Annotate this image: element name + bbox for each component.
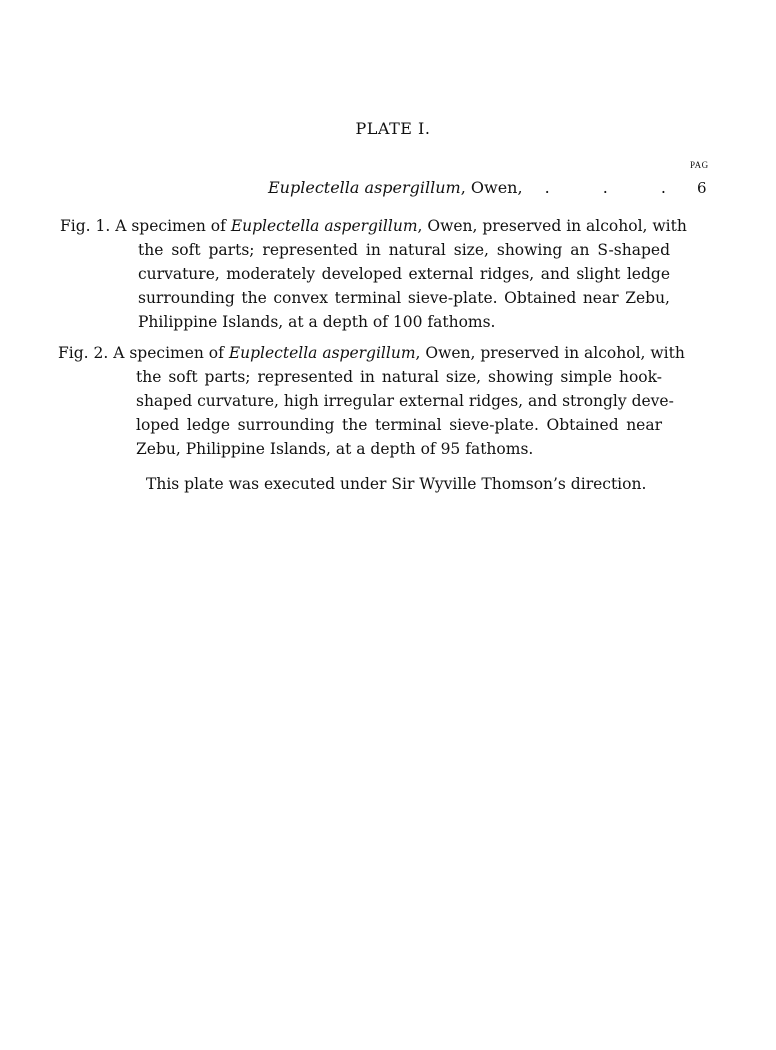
figure-2-caption — [58, 341, 685, 461]
caption-line: the soft parts; represented in natural size, showing simple hook- — [136, 368, 662, 386]
caption-line: the soft parts; represented in natural size, showing an S-shaped — [138, 241, 670, 259]
caption-line: Fig. 1. A specimen of Euplectella aspergillum, Owen, preserved in alcohol, with — [60, 217, 687, 235]
caption-line: shaped curvature, high irregular external ridges, and strongly deve- — [136, 392, 674, 410]
figure-label: Fig. 2. — [58, 344, 109, 362]
leader-dots: . . . — [544, 178, 666, 197]
caption-line: curvature, moderately developed external ridges, and slight ledge — [138, 265, 670, 283]
caption-line: surrounding the convex terminal sieve-plate. Obtained near Zebu, — [138, 289, 670, 307]
species-heading — [268, 178, 666, 197]
species-author: , Owen, — [460, 178, 523, 197]
figure-1-caption — [60, 214, 687, 334]
caption-line: loped ledge surrounding the terminal sieve-plate. Obtained near — [136, 416, 662, 434]
caption-line: Philippine Islands, at a depth of 100 fathoms. — [138, 313, 496, 331]
page-column-header: PAG — [690, 160, 709, 170]
species-name: Euplectella aspergillum — [230, 217, 418, 235]
species-name: Euplectella aspergillum — [228, 344, 416, 362]
figure-label: Fig. 1. — [60, 217, 111, 235]
caption-line: Zebu, Philippine Islands, at a depth of 95 fathoms. — [136, 440, 534, 458]
caption-line: Fig. 2. A specimen of Euplectella aspergillum, Owen, preserved in alcohol, with — [58, 344, 685, 362]
species-name: Euplectella aspergillum — [268, 178, 461, 197]
plate-title: PLATE I. — [355, 119, 431, 138]
plate-note: This plate was executed under Sir Wyville Thomson’s direction. — [146, 475, 647, 493]
page-number: 6 — [697, 179, 707, 197]
